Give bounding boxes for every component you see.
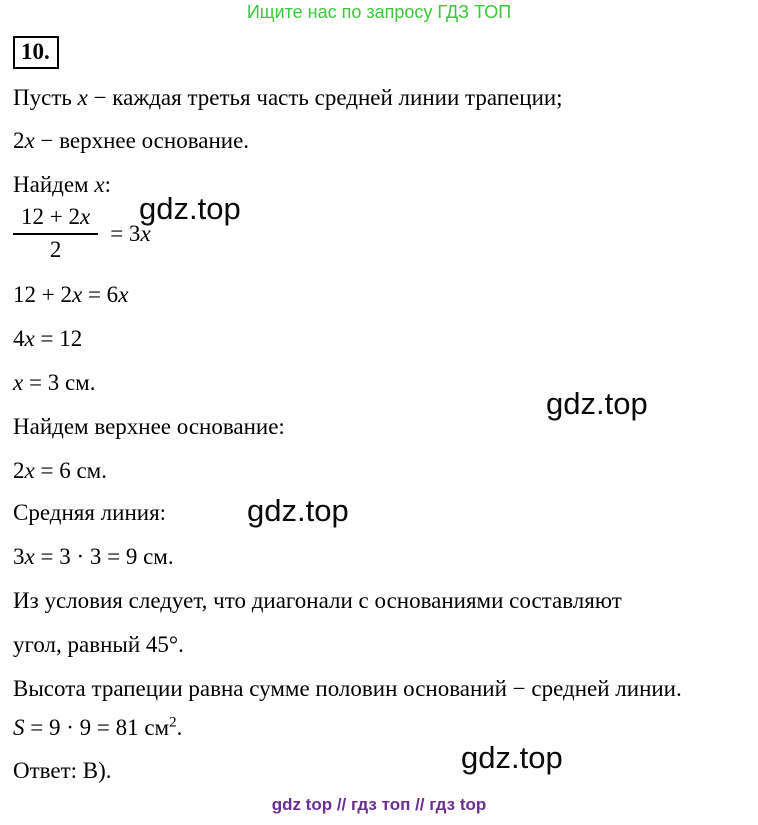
superscript: 2 [169,714,177,731]
fraction [13,204,98,263]
text-run: = 6 [82,282,119,307]
text-run: = 9 · 9 = 81 см [24,715,170,740]
solution-line [13,127,249,155]
fraction-numerator [13,204,98,235]
solution-line [13,714,182,742]
text-run: Ответ: В). [13,758,112,783]
variable-x: x [94,172,105,197]
solution-line [13,325,82,353]
solution-line [13,84,563,112]
solution-line [13,543,174,571]
text-run: угол, равный 45°. [13,632,184,657]
variable-x: x [79,204,91,229]
text-run: Средняя линия: [13,500,167,525]
text-run: 12 + 2 [13,282,72,307]
text-run: Найдем верхнее основание: [13,414,285,439]
solution-line [13,631,184,659]
text-run: . [176,715,183,740]
watermark: gdz.top [546,386,648,421]
watermark: gdz.top [247,493,349,528]
text-run: Высота трапеции равна сумме половин оснований − средней линии. [13,676,682,701]
equation-fraction [13,204,151,263]
solution-line [13,499,166,527]
variable-s: S [13,715,25,740]
text-run: 2 [13,128,25,153]
text-run: − верхнее основание. [34,128,250,153]
problem-number: 10. [13,36,59,69]
answer-line [13,757,112,785]
text-run: = 3 см. [23,370,96,395]
text-run: : [104,172,111,197]
text-run: 2 [13,458,25,483]
fraction-denominator: 2 [49,237,62,262]
solution-line [13,171,111,199]
text-run: 4 [13,326,25,351]
solution-line [13,281,128,309]
variable-x: x [71,282,83,307]
footer-banner: gdz top // гдз топ // гдз top [271,795,487,814]
watermark: gdz.top [461,740,563,775]
solution-line [13,587,622,615]
variable-x: x [140,220,151,246]
variable-x: x [77,85,88,110]
variable-x: x [24,458,35,483]
text-run: = 3 [110,220,141,246]
text-run: 12 + 2 [21,204,80,229]
variable-x: x [13,370,24,395]
promo-banner: Ищите нас по запросу ГДЗ ТОП [246,2,512,22]
text-run: = 3 · 3 = 9 см. [34,544,174,569]
variable-x: x [118,282,129,307]
solution-line [13,457,107,485]
solution-line [13,675,682,703]
text-run: Найдем [13,172,95,197]
solution-line [13,369,95,397]
text-run: Пусть [13,85,78,110]
text-run: = 6 см. [34,458,107,483]
solution-line [13,413,285,441]
variable-x: x [24,326,35,351]
text-run: − каждая третья часть средней линии трапеции; [87,85,563,110]
text-run: Из условия следует, что диагонали с основаниями составляют [13,588,622,613]
variable-x: x [24,128,35,153]
variable-x: x [24,544,35,569]
watermark: gdz.top [139,191,241,226]
text-run: = 12 [34,326,83,351]
text-run: 3 [13,544,25,569]
